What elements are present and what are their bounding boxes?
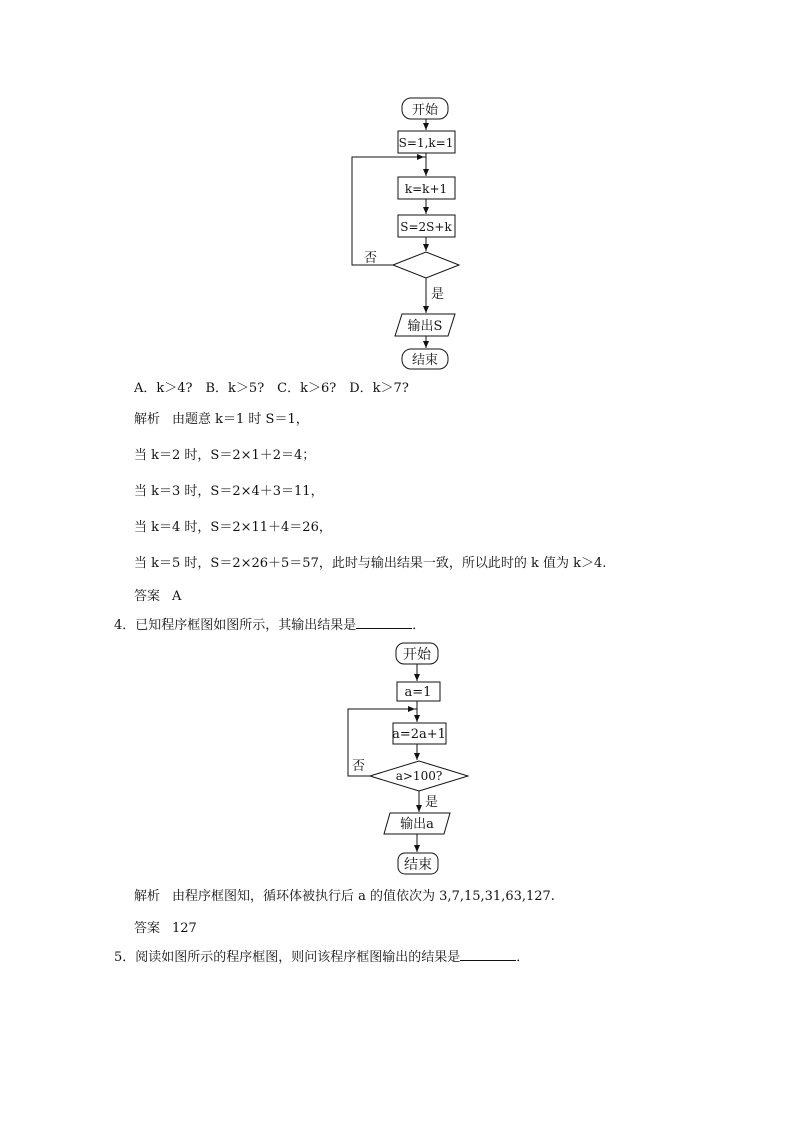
analysis-label: 解析 <box>134 412 161 427</box>
q4-answer <box>134 920 197 938</box>
q3-analysis-line-2: 当 k＝2 时，S＝2×1＋2＝4； <box>134 448 316 463</box>
answer-value: A <box>172 589 182 604</box>
start-label: 开始 <box>411 103 439 118</box>
q4-question: 4．已知程序框图如图所示，其输出结果是 ． <box>114 618 426 633</box>
q3-options: A．k＞4? B．k＞5? C．k＞6? D．k＞7? <box>134 381 409 396</box>
q5-question: 5．阅读如图所示的程序框图，则问该程序框图输出的结果是 ． <box>114 950 530 965</box>
answer-label: 答案 <box>134 921 161 936</box>
answer-blank <box>460 948 516 961</box>
step-label: a=2a+1 <box>392 727 446 742</box>
start-label: 开始 <box>403 647 431 663</box>
update-label: S=2S+k <box>400 220 452 234</box>
condition-label: a>100? <box>395 769 443 783</box>
question-text: 阅读如图所示的程序框图，则问该程序框图输出的结果是 <box>135 950 461 965</box>
decision-diamond <box>393 252 459 278</box>
end-label: 结束 <box>404 857 432 873</box>
flowchart-1 <box>0 0 794 380</box>
answer-blank <box>356 616 412 629</box>
analysis-label: 解析 <box>134 889 161 904</box>
no-label: 否 <box>352 759 366 774</box>
question-text: 已知程序框图如图所示，其输出结果是 <box>135 618 357 633</box>
output-label: 输出a <box>400 817 434 832</box>
question-number: 5． <box>114 950 136 965</box>
q3-answer <box>134 588 181 606</box>
init-label: a=1 <box>404 685 432 700</box>
q3-analysis-line-1: 解析 由题意 k＝1 时 S＝1， <box>134 412 309 427</box>
output-label: 输出S <box>407 319 443 334</box>
increment-label: k=k+1 <box>404 182 448 196</box>
q3-analysis-line-5: 当 k＝5 时，S＝2×26＋5＝57，此时与输出结果一致，所以此时的 k 值为 k＞4. <box>134 556 607 571</box>
yes-label: 是 <box>431 287 445 302</box>
flowchart-2 <box>0 636 794 876</box>
yes-label: 是 <box>425 795 439 810</box>
answer-label: 答案 <box>134 589 161 604</box>
q3-analysis-line-3: 当 k＝3 时，S＝2×4＋3＝11， <box>134 484 324 499</box>
end-label: 结束 <box>411 353 439 368</box>
answer-value: 127 <box>172 921 197 936</box>
question-number: 4． <box>114 618 136 633</box>
no-label: 否 <box>364 251 378 266</box>
init-label: S=1,k=1 <box>398 136 454 150</box>
loop-back-line <box>352 157 426 265</box>
q4-analysis: 解析 由程序框图知，循环体被执行后 a 的值依次为 3,7,15,31,63,127. <box>134 889 555 904</box>
q3-analysis-line-4: 当 k＝4 时，S＝2×11＋4＝26， <box>134 520 332 535</box>
